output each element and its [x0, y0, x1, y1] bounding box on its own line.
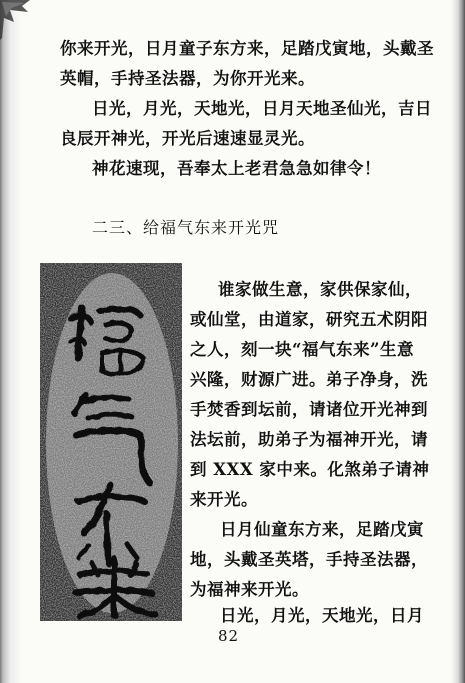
page-left-shadow: [0, 0, 22, 683]
body-line-12: 日光，月光，天地光，日月: [220, 606, 424, 625]
body-line-7: 到 XXX 家中来。化煞弟子请神: [190, 460, 430, 479]
page-right-shadow: [451, 0, 465, 683]
paragraph-2-line-1: 日光，月光，天地光，日月天地圣仙光，吉日: [92, 99, 432, 118]
body-line-1: 谁家做生意，家供保家仙，: [218, 280, 422, 299]
paragraph-1-line-2: 英帽，手持圣法器，为你开光来。: [60, 69, 315, 88]
body-line-5: 手焚香到坛前，请诸位开光神到: [190, 400, 428, 419]
body-line-4: 兴隆，财源广进。弟子净身，洗: [190, 370, 428, 389]
body-line-8: 来开光。: [190, 490, 258, 509]
body-line-6: 法坛前，助弟子为福神开光，请: [190, 430, 428, 449]
body-line-2: 或仙堂，由道家，研究五术阴阳: [190, 310, 428, 329]
corner-scan-mark: [0, 0, 34, 40]
paragraph-3-line-1: 神花速现，吾奉太上老君急急如律令！: [92, 159, 381, 178]
body-line-3: 之人，刻一块“福气东来”生意: [190, 340, 414, 359]
paragraph-2-line-2: 良辰开神光，开光后速速显灵光。: [60, 129, 315, 148]
page-number: 82: [218, 627, 240, 645]
body-line-11: 为福神来开光。: [190, 580, 309, 599]
body-line-10: 地，头戴圣英塔，手持圣法器，: [190, 550, 428, 569]
paragraph-1-line-1: 你来开光，日月童子东方来，足踏戊寅地，头戴圣: [60, 39, 434, 58]
section-heading: 二三、给福气东来开光咒: [92, 218, 280, 237]
body-line-9: 日月仙童东方来，足踏戊寅: [220, 520, 424, 539]
calligraphy-image: [40, 263, 182, 621]
